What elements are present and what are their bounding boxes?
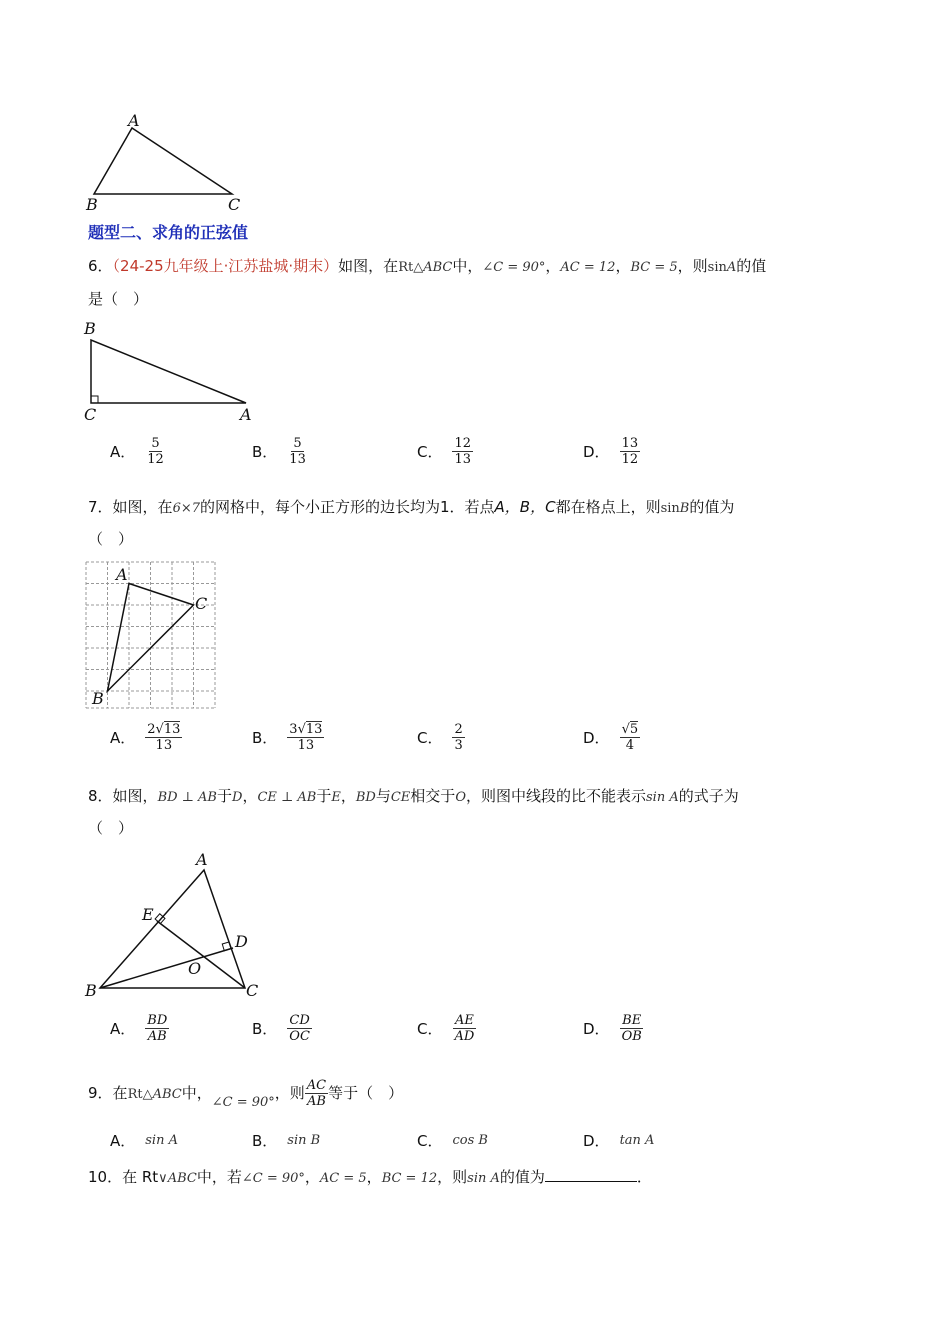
q7-option-b[interactable] bbox=[252, 722, 324, 753]
q6-sin: sin bbox=[707, 260, 727, 275]
q8-line2: （ ） bbox=[88, 819, 134, 837]
q9-option-b[interactable] bbox=[252, 1130, 320, 1151]
q6-text: 如图，在 bbox=[338, 257, 399, 275]
q6-option-b[interactable] bbox=[252, 436, 308, 467]
denominator: 12 bbox=[621, 452, 639, 467]
coefficient: 3 bbox=[289, 722, 298, 737]
q8-text: ， bbox=[242, 787, 258, 805]
q6-option-c[interactable] bbox=[417, 436, 473, 467]
fraction bbox=[452, 436, 473, 467]
q6-source: （24-25九年级上·江苏盐城·期末） bbox=[112, 257, 339, 275]
q10-ac: AC = 5 bbox=[319, 1171, 367, 1186]
q9-text: 等于（ ） bbox=[328, 1084, 404, 1102]
option-value: cos B bbox=[452, 1133, 488, 1148]
numerator: √5 bbox=[621, 722, 639, 737]
q9-rt: Rt△ bbox=[127, 1087, 153, 1102]
option-label: B． bbox=[252, 1132, 278, 1150]
q10-sin-a: sin A bbox=[467, 1171, 500, 1186]
coefficient: 2 bbox=[147, 722, 156, 737]
q10-text: ， bbox=[304, 1168, 320, 1186]
denominator: AD bbox=[454, 1029, 475, 1044]
q7-option-c[interactable] bbox=[417, 722, 465, 753]
option-label: B． bbox=[252, 1020, 278, 1038]
radicand: 5 bbox=[629, 722, 639, 737]
q6-ac: AC = 12 bbox=[560, 260, 616, 275]
option-label: C． bbox=[417, 729, 443, 747]
option-label: D． bbox=[583, 1020, 610, 1038]
q7-sin-var: B bbox=[679, 501, 690, 516]
fraction bbox=[287, 1013, 312, 1044]
q6-option-d[interactable] bbox=[583, 436, 640, 467]
label-A: A bbox=[196, 850, 208, 869]
q8-d: D bbox=[232, 790, 243, 805]
q10-text: ，则 bbox=[437, 1168, 468, 1186]
numerator: 2√13 bbox=[147, 722, 181, 737]
option-label: C． bbox=[417, 1132, 443, 1150]
numerator: 13 bbox=[621, 436, 639, 451]
figure-top-triangle bbox=[80, 110, 250, 215]
numerator: 5 bbox=[151, 436, 160, 451]
q7-option-d[interactable] bbox=[583, 722, 640, 753]
q10-text: ． bbox=[636, 1168, 652, 1186]
numerator: AC bbox=[306, 1078, 327, 1093]
fraction bbox=[287, 436, 308, 467]
label-D: D bbox=[235, 932, 248, 951]
q8-option-b[interactable] bbox=[252, 1013, 312, 1044]
option-label: B． bbox=[252, 443, 278, 461]
numerator: AE bbox=[454, 1013, 474, 1028]
denominator: 12 bbox=[147, 452, 164, 467]
numerator: CD bbox=[289, 1013, 310, 1028]
q6-bc: BC = 5 bbox=[630, 260, 678, 275]
q8-text: 的式子为 bbox=[678, 787, 739, 805]
q10-bc: BC = 12 bbox=[381, 1171, 438, 1186]
denominator: AB bbox=[306, 1094, 326, 1109]
q9-text: 在 bbox=[112, 1084, 128, 1102]
q8-text: 相交于 bbox=[410, 787, 456, 805]
q8-option-d[interactable] bbox=[583, 1013, 644, 1044]
q10-text: 的值为 bbox=[499, 1168, 545, 1186]
denominator: 13 bbox=[289, 452, 306, 467]
label-C: C bbox=[195, 594, 208, 613]
q6-angle: ∠C = 90° bbox=[482, 260, 546, 275]
q9-option-a[interactable] bbox=[110, 1130, 178, 1151]
option-value: sin B bbox=[287, 1133, 321, 1148]
radicand: 13 bbox=[305, 722, 323, 737]
option-label: A． bbox=[110, 1020, 136, 1038]
label-C: C bbox=[84, 405, 97, 424]
q10-text: 中，若 bbox=[196, 1168, 242, 1186]
q8-option-a[interactable] bbox=[110, 1013, 169, 1044]
numerator: 5 bbox=[293, 436, 302, 451]
option-label: B． bbox=[252, 729, 278, 747]
denominator: 3 bbox=[454, 738, 463, 753]
numerator: BE bbox=[622, 1013, 642, 1028]
q6-text: 中， bbox=[452, 257, 483, 275]
label-B: B bbox=[92, 689, 104, 708]
q10-line1 bbox=[88, 1166, 652, 1190]
q8-o: O bbox=[455, 790, 466, 805]
label-A: A bbox=[116, 565, 128, 584]
figure-q6-triangle bbox=[80, 318, 270, 426]
fraction bbox=[452, 1013, 476, 1044]
q6-text: 的值 bbox=[736, 257, 767, 275]
option-label: A． bbox=[110, 443, 136, 461]
label-A: A bbox=[128, 111, 140, 130]
q9-angle: ∠C = 90° bbox=[211, 1095, 275, 1110]
q7-grid: 6×7 bbox=[172, 501, 200, 516]
q6-option-a[interactable] bbox=[110, 436, 166, 467]
denominator: 4 bbox=[625, 738, 634, 753]
q6-abc: ABC bbox=[423, 260, 453, 275]
denominator: OB bbox=[621, 1029, 642, 1044]
q8-text: 于 bbox=[216, 787, 232, 805]
q8-ce: CE bbox=[390, 790, 411, 805]
q9-fraction bbox=[305, 1078, 328, 1109]
option-label: A． bbox=[110, 729, 136, 747]
label-B: B bbox=[84, 319, 96, 338]
q8-text: 于 bbox=[316, 787, 332, 805]
option-label: D． bbox=[583, 443, 610, 461]
q10-answer-blank[interactable] bbox=[545, 1167, 637, 1182]
q8-number: 8． bbox=[88, 787, 113, 805]
option-label: D． bbox=[583, 1132, 610, 1150]
q8-text: ， bbox=[340, 787, 356, 805]
figure-q7-grid bbox=[80, 556, 225, 714]
q8-option-c[interactable] bbox=[417, 1013, 476, 1044]
q8-line1 bbox=[88, 785, 739, 809]
radicand: 13 bbox=[163, 722, 181, 737]
numerator: 3√13 bbox=[289, 722, 323, 737]
label-C: C bbox=[228, 195, 241, 214]
fraction bbox=[620, 1013, 644, 1044]
label-A: A bbox=[240, 405, 252, 424]
option-label: A． bbox=[110, 1132, 136, 1150]
q8-ce-ab: CE ⊥ AB bbox=[257, 790, 317, 805]
q7-text: 都在格点上，则 bbox=[555, 498, 661, 516]
fraction bbox=[145, 722, 182, 753]
numerator: BD bbox=[147, 1013, 168, 1028]
fraction bbox=[620, 436, 641, 467]
q9-text: 中， bbox=[181, 1084, 212, 1102]
label-E: E bbox=[142, 905, 154, 924]
fraction bbox=[452, 722, 464, 753]
denominator: 13 bbox=[297, 738, 315, 753]
q8-bd-ab: BD ⊥ AB bbox=[157, 790, 217, 805]
q6-number: 6． bbox=[88, 257, 113, 275]
q8-text: 与 bbox=[375, 787, 391, 805]
q10-text: ， bbox=[366, 1168, 382, 1186]
label-O: O bbox=[188, 959, 202, 978]
fraction bbox=[620, 722, 641, 753]
q6-text: ，则 bbox=[677, 257, 708, 275]
q7-text: 的值为 bbox=[689, 498, 735, 516]
q6-sin-var: A bbox=[726, 260, 737, 275]
q10-v: ∨ bbox=[158, 1171, 168, 1186]
fraction bbox=[145, 436, 166, 467]
option-label: D． bbox=[583, 729, 610, 747]
label-B: B bbox=[85, 981, 97, 1000]
figure-q8-triangle bbox=[80, 846, 270, 1002]
q8-text: 如图， bbox=[112, 787, 158, 805]
label-B: B bbox=[86, 195, 98, 214]
q7-text: 如图，在 bbox=[112, 498, 173, 516]
q8-bd: BD bbox=[355, 790, 376, 805]
q8-e: E bbox=[331, 790, 341, 805]
q9-text: ，则 bbox=[274, 1084, 305, 1102]
q6-text: ， bbox=[545, 257, 561, 275]
q7-line2: （ ） bbox=[88, 530, 134, 548]
numerator: 2 bbox=[454, 722, 463, 737]
option-value: tan A bbox=[619, 1133, 655, 1148]
option-label: C． bbox=[417, 1020, 443, 1038]
option-label: C． bbox=[417, 443, 443, 461]
fraction bbox=[287, 722, 324, 753]
q7-sin: sin bbox=[660, 501, 680, 516]
denominator: AB bbox=[147, 1029, 167, 1044]
denominator: 13 bbox=[454, 452, 472, 467]
q9-line1 bbox=[88, 1073, 403, 1123]
q10-abc: ABC bbox=[167, 1171, 197, 1186]
q6-line1 bbox=[88, 255, 766, 279]
q10-number: 10． bbox=[88, 1168, 123, 1186]
q7-text: 的网格中，每个小正方形的边长均为1．若点 bbox=[200, 498, 495, 516]
numerator: 12 bbox=[454, 436, 472, 451]
q9-option-d[interactable] bbox=[583, 1130, 654, 1151]
denominator: 13 bbox=[155, 738, 173, 753]
label-C: C bbox=[246, 981, 259, 1000]
q7-line1 bbox=[88, 496, 734, 520]
q9-abc: ABC bbox=[152, 1087, 182, 1102]
q9-option-c[interactable] bbox=[417, 1130, 488, 1151]
q8-text: ，则图中线段的比不能表示 bbox=[465, 787, 646, 805]
q10-angle: ∠C = 90° bbox=[241, 1171, 305, 1186]
q6-rt: Rt△ bbox=[398, 260, 424, 275]
q9-number: 9． bbox=[88, 1084, 113, 1102]
q6-line2: 是（ ） bbox=[88, 290, 149, 308]
option-value: sin A bbox=[145, 1133, 178, 1148]
denominator: OC bbox=[289, 1029, 310, 1044]
q6-text: ， bbox=[615, 257, 631, 275]
fraction bbox=[145, 1013, 169, 1044]
q7-option-a[interactable] bbox=[110, 722, 182, 753]
q8-sin-a: sin A bbox=[646, 790, 679, 805]
section-heading: 题型二、求角的正弦值 bbox=[88, 223, 249, 242]
q7-points: A，B，C bbox=[494, 498, 556, 516]
q7-number: 7． bbox=[88, 498, 113, 516]
q10-text: 在 Rt bbox=[122, 1168, 159, 1186]
